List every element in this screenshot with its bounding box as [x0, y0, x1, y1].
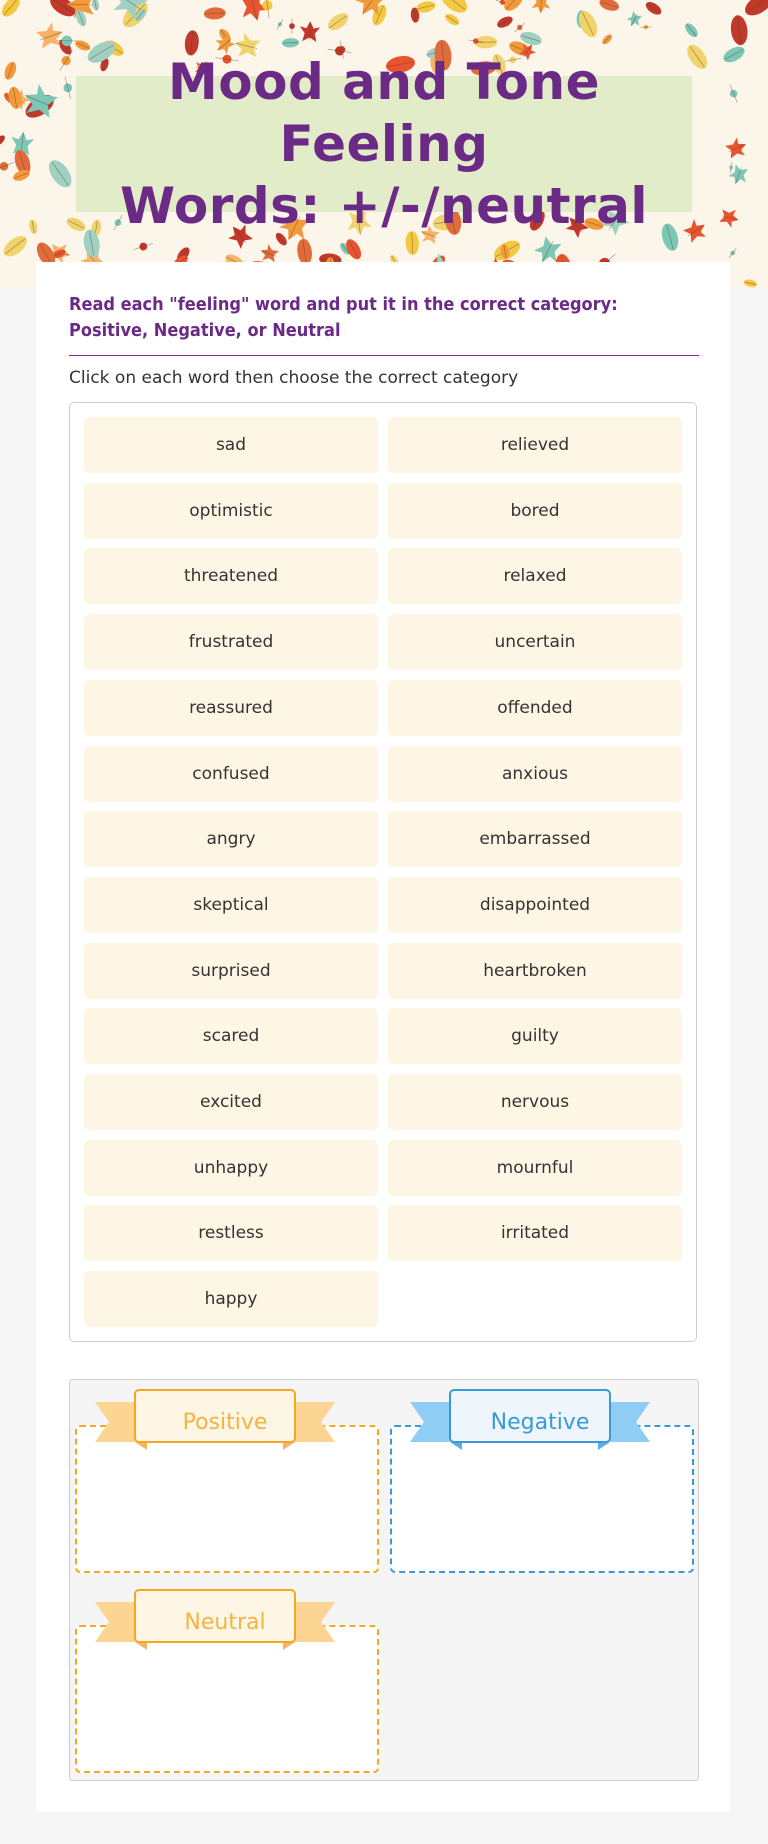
word-tile[interactable]: mournful: [388, 1140, 682, 1196]
word-tile[interactable]: relieved: [388, 417, 682, 473]
word-tile[interactable]: anxious: [388, 746, 682, 802]
divider: [69, 355, 699, 356]
word-tile[interactable]: surprised: [84, 943, 378, 999]
word-tile[interactable]: unhappy: [84, 1140, 378, 1196]
word-tile[interactable]: confused: [84, 746, 378, 802]
header-banner: [0, 0, 768, 288]
leaf-icon: [532, 0, 551, 14]
negative-banner[interactable]: [410, 1388, 650, 1452]
leaf-icon: [28, 219, 38, 234]
leaf-icon: [683, 21, 700, 39]
leaf-icon: [741, 0, 768, 20]
leaf-icon: [729, 14, 749, 46]
leaf-icon: [721, 44, 747, 66]
leaf-icon: [598, 0, 621, 13]
leaf-icon: [275, 18, 284, 30]
page-title: [76, 51, 692, 237]
leaf-icon: [282, 38, 299, 48]
leaf-icon: [44, 156, 76, 191]
instructions-heading: Read each "feeling" word and put it in the correct category: Positive, Negative, or Neutral: [69, 294, 618, 341]
word-tile[interactable]: bored: [388, 483, 682, 539]
positive-banner[interactable]: [95, 1388, 335, 1452]
category-area: [69, 1379, 699, 1781]
leaf-icon: [0, 158, 16, 174]
leaf-icon: [625, 10, 644, 29]
leaf-icon: [724, 135, 750, 161]
instructions-subtext: Click on each word then choose the correct category: [69, 368, 519, 388]
word-tile[interactable]: heartbroken: [388, 943, 682, 999]
word-tile[interactable]: angry: [84, 811, 378, 867]
word-tile[interactable]: disappointed: [388, 877, 682, 933]
title-line-1: Mood and Tone Feeling: [167, 53, 600, 173]
leaf-icon: [289, 19, 295, 34]
word-tile[interactable]: restless: [84, 1205, 378, 1261]
title-box: [76, 53, 692, 235]
leaf-icon: [299, 21, 320, 42]
leaf-icon: [495, 14, 514, 30]
word-tile[interactable]: excited: [84, 1074, 378, 1130]
neutral-label: Neutral: [184, 1609, 266, 1635]
leaf-icon: [443, 12, 461, 28]
word-tile[interactable]: uncertain: [388, 614, 682, 670]
word-tile[interactable]: embarrassed: [388, 811, 682, 867]
word-tile[interactable]: relaxed: [388, 548, 682, 604]
word-tile[interactable]: optimistic: [84, 483, 378, 539]
leaf-icon: [0, 232, 30, 260]
leaf-icon: [2, 60, 18, 81]
leaf-icon: [91, 0, 100, 11]
leaf-icon: [437, 0, 472, 17]
word-tile[interactable]: sad: [84, 417, 378, 473]
word-bank: [69, 402, 697, 1342]
word-tile[interactable]: scared: [84, 1008, 378, 1064]
negative-label: Negative: [490, 1409, 590, 1435]
leaf-icon: [0, 0, 23, 20]
word-tile[interactable]: frustrated: [84, 614, 378, 670]
word-tile[interactable]: offended: [388, 680, 682, 736]
leaf-icon: [513, 21, 527, 34]
word-tile[interactable]: reassured: [84, 680, 378, 736]
title-line-2: Words: +/-/neutral: [119, 177, 649, 235]
word-tile[interactable]: guilty: [388, 1008, 682, 1064]
leaf-icon: [728, 161, 734, 173]
leaf-icon: [719, 207, 741, 229]
leaf-icon: [0, 134, 7, 147]
leaf-icon: [644, 0, 664, 17]
positive-label: Positive: [182, 1409, 268, 1435]
leaf-icon: [727, 247, 738, 259]
leaf-icon: [640, 25, 651, 29]
word-tile[interactable]: irritated: [388, 1205, 682, 1261]
word-tile[interactable]: happy: [84, 1271, 378, 1327]
leaf-icon: [204, 7, 226, 20]
word-tile[interactable]: threatened: [84, 548, 378, 604]
leaf-icon: [133, 240, 154, 254]
word-tile[interactable]: nervous: [388, 1074, 682, 1130]
leaf-icon: [726, 83, 740, 104]
neutral-banner[interactable]: [95, 1588, 335, 1652]
word-tile[interactable]: skeptical: [84, 877, 378, 933]
leaf-icon: [601, 33, 614, 46]
leaf-icon: [61, 76, 75, 100]
leaf-icon: [743, 278, 757, 288]
leaf-icon: [325, 10, 351, 34]
worksheet-card: [36, 262, 730, 1812]
